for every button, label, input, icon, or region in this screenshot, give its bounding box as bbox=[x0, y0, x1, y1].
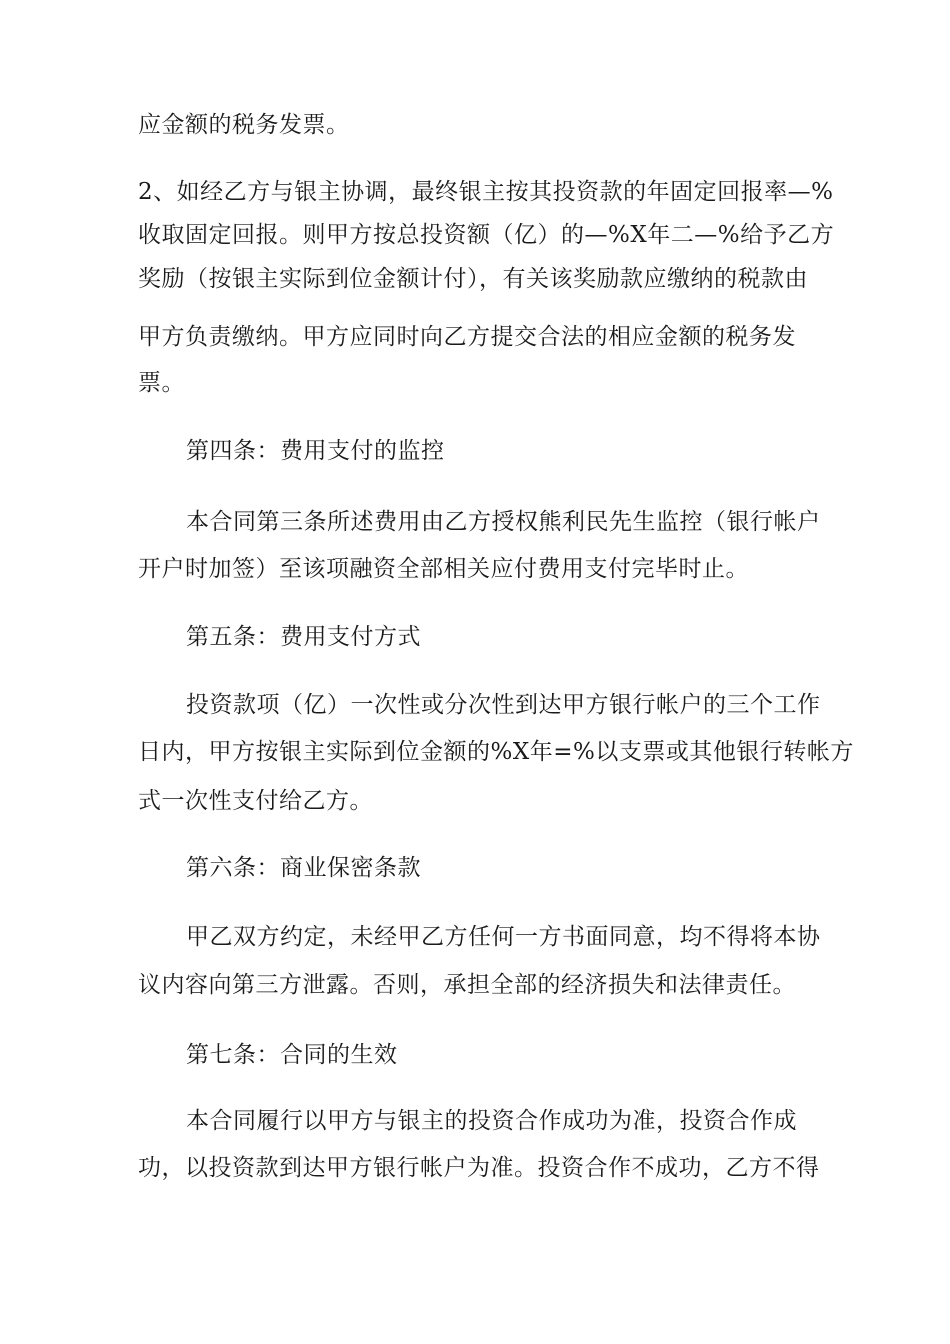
text-line: 功，以投资款到达甲方银行帐户为准。投资合作不成功，乙方不得 bbox=[138, 1155, 820, 1181]
text-line: 本合同第三条所述费用由乙方授权熊利民先生监控（银行帐户 bbox=[186, 509, 821, 535]
text-line: 收取固定回报。则甲方按总投资额（亿）的—%X年二—%给予乙方 bbox=[138, 222, 835, 248]
text-line: 日内，甲方按银主实际到位金额的%X年=%以支票或其他银行转帐方 bbox=[138, 739, 854, 765]
text-line: 2、如经乙方与银主协调，最终银主按其投资款的年固定回报率—% bbox=[138, 179, 834, 205]
text-line: 本合同履行以甲方与银主的投资合作成功为准，投资合作成 bbox=[186, 1108, 797, 1134]
text-line: 奖励（按银主实际到位金额计付），有关该奖励款应缴纳的税款由 bbox=[138, 266, 808, 292]
text-line: 投资款项（亿）一次性或分次性到达甲方银行帐户的三个工作 bbox=[186, 692, 821, 718]
text-line: 票。 bbox=[138, 370, 185, 396]
text-line: 开户时加签）至该项融资全部相关应付费用支付完毕时止。 bbox=[138, 556, 749, 582]
text-line: 议内容向第三方泄露。否则，承担全部的经济损失和法律责任。 bbox=[138, 972, 796, 998]
text-line: 应金额的税务发票。 bbox=[138, 112, 350, 138]
text-line: 甲乙双方约定，未经甲乙方任何一方书面同意，均不得将本协 bbox=[186, 924, 821, 950]
section-heading-7: 第七条：合同的生效 bbox=[186, 1042, 398, 1068]
section-heading-4: 第四条：费用支付的监控 bbox=[186, 438, 445, 464]
section-heading-5: 第五条：费用支付方式 bbox=[186, 624, 421, 650]
text-line: 甲方负责缴纳。甲方应同时向乙方提交合法的相应金额的税务发 bbox=[138, 324, 796, 350]
section-heading-6: 第六条：商业保密条款 bbox=[186, 855, 421, 881]
text-line: 式一次性支付给乙方。 bbox=[138, 788, 373, 814]
